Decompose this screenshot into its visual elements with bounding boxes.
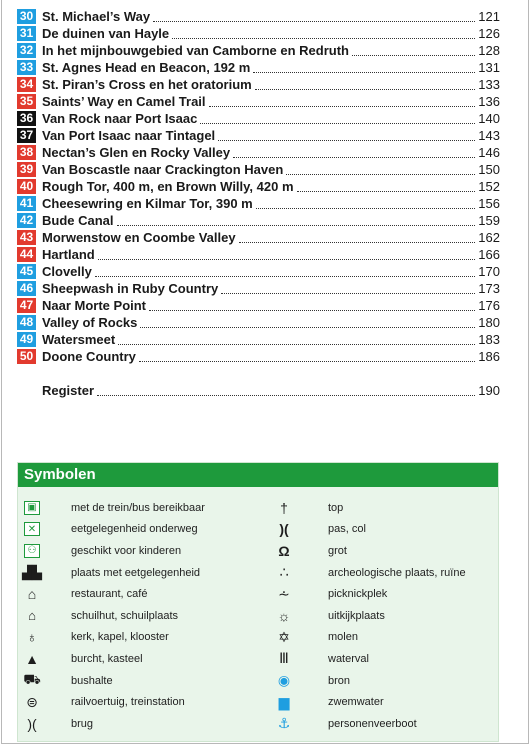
leader-dots	[97, 383, 475, 396]
page-number: 156	[478, 196, 500, 211]
toc-entry[interactable]	[17, 93, 500, 110]
symbol-row	[18, 627, 268, 649]
route-number-badge: 40	[17, 179, 36, 194]
symbol-label: archeologische plaats, ruïne	[328, 566, 466, 579]
symbol-row	[18, 691, 268, 713]
route-title: Morwenstow en Coombe Valley	[42, 230, 236, 245]
symbol-label: grot	[328, 544, 347, 557]
leader-dots	[117, 213, 476, 226]
leader-dots	[253, 60, 475, 73]
symbol-row	[18, 497, 268, 519]
leader-dots	[98, 247, 476, 260]
route-number-badge: 38	[17, 145, 36, 160]
toc-entry[interactable]	[17, 59, 500, 76]
route-title: Saints’ Way en Camel Trail	[42, 94, 206, 109]
route-title: St. Agnes Head en Beacon, 192 m	[42, 60, 251, 75]
symbol-row	[270, 691, 500, 713]
route-title: Naar Morte Point	[42, 298, 147, 313]
symbol-label: plaats met eetgelegenheid	[71, 566, 201, 579]
route-title: Watersmeet	[42, 332, 116, 347]
leader-dots	[149, 298, 475, 311]
leader-dots	[221, 281, 475, 294]
toc-entry[interactable]	[17, 212, 500, 229]
symbol-row	[18, 562, 268, 584]
symbol-label: met de trein/bus bereikbaar	[71, 501, 205, 514]
page-number: 136	[478, 94, 500, 109]
leader-dots	[140, 315, 475, 328]
toc-entry[interactable]	[17, 280, 500, 297]
page-number: 166	[478, 247, 500, 262]
route-title: Valley of Rocks	[42, 315, 138, 330]
route-title: Nectan’s Glen en Rocky Valley	[42, 145, 231, 160]
route-title: St. Michael’s Way	[42, 9, 151, 24]
page-number: 128	[478, 43, 500, 58]
symbol-row	[270, 670, 500, 692]
leader-dots	[172, 26, 475, 39]
route-title: Cheesewring en Kilmar Tor, 390 m	[42, 196, 253, 211]
shelter-icon: ⌂	[28, 608, 36, 624]
toc-register-entry[interactable]	[17, 382, 500, 399]
page-number: 176	[478, 298, 500, 313]
symbol-label: pas, col	[328, 523, 366, 536]
leader-dots	[118, 332, 475, 345]
route-title: De duinen van Hayle	[42, 26, 170, 41]
page-number: 150	[478, 162, 500, 177]
page-number: 180	[478, 315, 500, 330]
pass-icon: )(	[279, 521, 289, 538]
leader-dots	[255, 77, 476, 90]
bus-stop-icon: ⛟	[23, 671, 41, 688]
toc-entry[interactable]	[17, 263, 500, 280]
train-bus-icon: ▣	[21, 501, 43, 515]
symbol-row	[18, 648, 268, 670]
page-number: 152	[478, 179, 500, 194]
leader-dots	[233, 145, 475, 158]
symbol-label: top	[328, 501, 344, 514]
route-number-badge: 30	[17, 9, 36, 24]
symbol-row	[270, 540, 500, 562]
toc-entry[interactable]	[17, 178, 500, 195]
symbol-label: zwemwater	[328, 696, 384, 709]
village-icon: ▟▙	[22, 564, 42, 580]
church-icon: ♁	[26, 629, 38, 646]
symbol-label: restaurant, café	[71, 588, 148, 601]
symbol-label: geschikt voor kinderen	[71, 544, 182, 557]
picnic-icon: ⩪	[278, 585, 290, 602]
route-number-badge: 41	[17, 196, 36, 211]
toc-entry[interactable]	[17, 110, 500, 127]
swimming-icon: ▆	[278, 693, 290, 710]
leader-dots	[239, 230, 476, 243]
page-number: 121	[478, 9, 500, 24]
symbol-row	[270, 519, 500, 541]
route-number-badge: 50	[17, 349, 36, 364]
symbol-label: bushalte	[71, 674, 113, 687]
route-number-badge: 44	[17, 247, 36, 262]
page-number: 173	[478, 281, 500, 296]
page-number: 143	[478, 128, 500, 143]
bridge-icon: )(	[27, 715, 37, 732]
waterfall-icon: Ⅲ	[279, 650, 289, 667]
symbol-row	[270, 583, 500, 605]
viewpoint-icon: ☼	[277, 607, 291, 624]
symbol-label: kerk, kapel, klooster	[71, 631, 169, 644]
route-title: Bude Canal	[42, 213, 114, 228]
toc-entry[interactable]	[17, 195, 500, 212]
ruin-icon: ∴	[279, 564, 289, 581]
leader-dots	[200, 111, 475, 124]
symbol-row	[18, 713, 268, 735]
page-number: 170	[478, 264, 500, 279]
leader-dots	[95, 264, 475, 277]
route-number-badge: 45	[17, 264, 36, 279]
toc-entry[interactable]	[17, 246, 500, 263]
symbol-label: schuilhut, schuilplaats	[71, 609, 179, 622]
leader-dots	[153, 9, 475, 22]
page-number: 131	[478, 60, 500, 75]
symbol-row	[18, 670, 268, 692]
route-number-badge: 43	[17, 230, 36, 245]
register-title: Register	[42, 383, 95, 398]
symbol-row	[270, 562, 500, 584]
route-title: Rough Tor, 400 m, en Brown Willy, 420 m	[42, 179, 294, 194]
route-title: Clovelly	[42, 264, 92, 279]
summit-icon: †	[280, 499, 288, 516]
toc-entry[interactable]	[17, 314, 500, 331]
toc-entry[interactable]	[17, 161, 500, 178]
page-number: 140	[478, 111, 500, 126]
mill-icon: ✡	[278, 628, 290, 645]
children-icon: ⚇	[21, 544, 43, 558]
symbol-label: burcht, kasteel	[71, 652, 143, 665]
page-number: 126	[478, 26, 500, 41]
symbols-right-column	[270, 497, 500, 735]
route-title: Van Boscastle naar Crackington Haven	[42, 162, 284, 177]
route-number-badge: 33	[17, 60, 36, 75]
symbol-label: uitkijkplaats	[328, 609, 385, 622]
symbol-row	[270, 713, 500, 735]
register-page-number: 190	[478, 383, 500, 398]
page-number: 159	[478, 213, 500, 228]
route-number-badge: 49	[17, 332, 36, 347]
symbols-legend	[17, 462, 499, 742]
page-number: 146	[478, 145, 500, 160]
route-title: Van Port Isaac naar Tintagel	[42, 128, 216, 143]
toc-entry[interactable]	[17, 127, 500, 144]
ferry-icon: ⚓	[277, 715, 291, 732]
symbol-label: waterval	[328, 652, 369, 665]
leader-dots	[297, 179, 476, 192]
route-number-badge: 42	[17, 213, 36, 228]
leader-dots	[256, 196, 476, 209]
symbol-label: molen	[328, 631, 358, 644]
restaurant-icon: ⌂	[27, 586, 37, 603]
symbol-row	[18, 540, 268, 562]
toc-entry[interactable]	[17, 8, 500, 25]
route-number-badge: 32	[17, 43, 36, 58]
toc-entry[interactable]	[17, 76, 500, 93]
toc-entry[interactable]	[17, 348, 500, 365]
route-number-badge: 35	[17, 94, 36, 109]
toc-entry[interactable]	[17, 331, 500, 348]
table-of-contents	[17, 8, 500, 399]
symbol-row	[270, 648, 500, 670]
route-title: Van Rock naar Port Isaac	[42, 111, 198, 126]
leader-dots	[139, 349, 475, 362]
page-number: 186	[478, 349, 500, 364]
symbols-heading: Symbolen	[18, 463, 498, 487]
symbol-row	[18, 605, 268, 627]
cave-icon: Ω	[278, 542, 290, 559]
route-number-badge: 46	[17, 281, 36, 296]
route-title: In het mijnbouwgebied van Camborne en Redruth	[42, 43, 349, 58]
symbol-label: railvoertuig, treinstation	[71, 696, 185, 709]
route-number-badge: 48	[17, 315, 36, 330]
toc-entry[interactable]	[17, 297, 500, 314]
leader-dots	[209, 94, 476, 107]
symbol-label: picknickplek	[328, 588, 388, 601]
leader-dots	[286, 162, 475, 175]
toc-entry[interactable]	[17, 42, 500, 59]
route-number-badge: 34	[17, 77, 36, 92]
toc-entry[interactable]	[17, 25, 500, 42]
page-number: 133	[478, 77, 500, 92]
route-number-badge: 39	[17, 162, 36, 177]
spring-icon: ◉	[277, 672, 291, 689]
castle-icon: ▲	[25, 650, 39, 667]
toc-entry[interactable]	[17, 144, 500, 161]
route-number-badge: 47	[17, 298, 36, 313]
route-number-badge: 36	[17, 111, 36, 126]
symbol-row	[270, 627, 500, 649]
symbol-row	[18, 583, 268, 605]
route-title: Sheepwash in Ruby Country	[42, 281, 219, 296]
route-title: Doone Country	[42, 349, 136, 364]
symbol-label: eetgelegenheid onderweg	[71, 523, 198, 536]
symbols-left-column	[18, 497, 268, 735]
page-number: 183	[478, 332, 500, 347]
leader-dots	[352, 43, 475, 56]
toc-entry[interactable]	[17, 229, 500, 246]
route-number-badge: 37	[17, 128, 36, 143]
symbol-row	[18, 519, 268, 541]
symbol-label: personenveerboot	[328, 717, 417, 730]
symbol-label: bron	[328, 674, 351, 687]
dining-icon: ✕	[21, 522, 43, 536]
symbol-label: brug	[71, 717, 94, 730]
leader-dots	[218, 128, 475, 141]
symbol-row	[270, 497, 500, 519]
route-title: Hartland	[42, 247, 95, 262]
rail-icon: ⊜	[26, 693, 38, 710]
symbol-row	[270, 605, 500, 627]
route-number-badge: 31	[17, 26, 36, 41]
route-title: St. Piran’s Cross en het oratorium	[42, 77, 252, 92]
page-number: 162	[478, 230, 500, 245]
